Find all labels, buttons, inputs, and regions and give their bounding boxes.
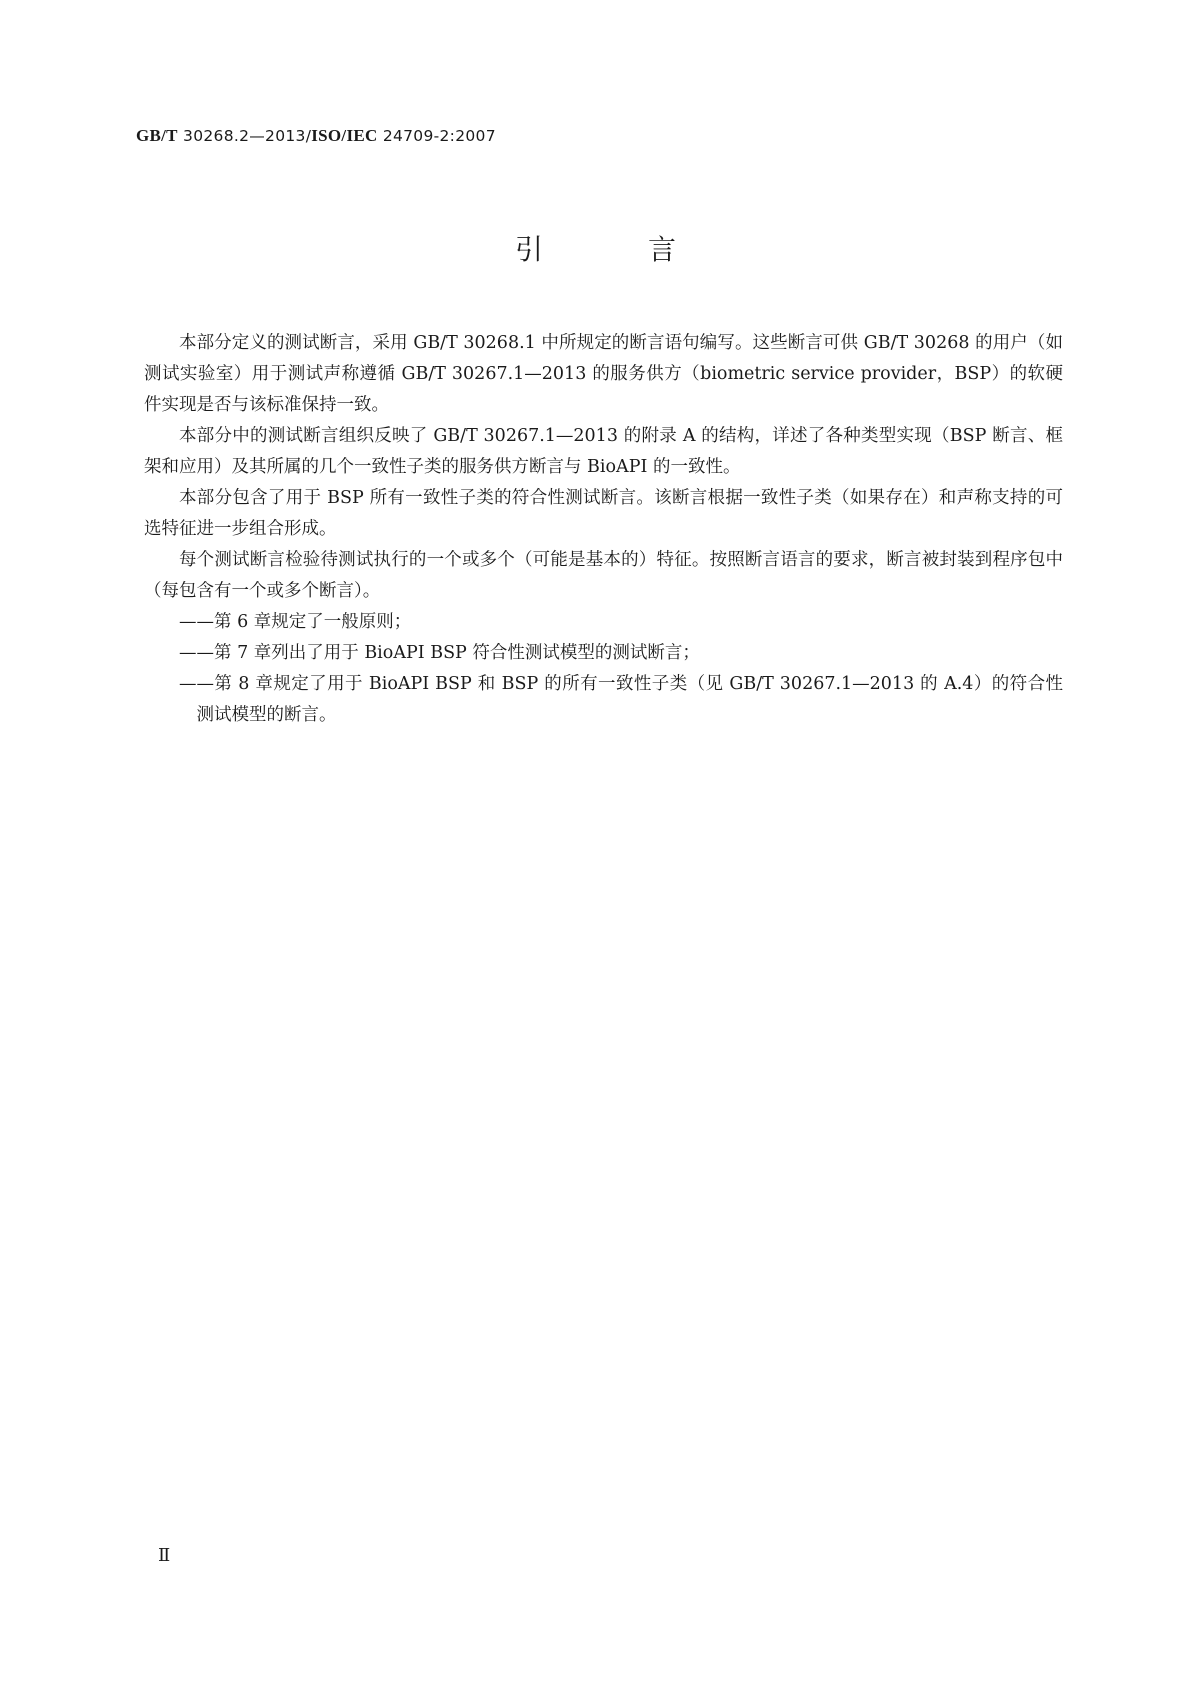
paragraph: 本部分定义的测试断言，采用 GB/T 30268.1 中所规定的断言语句编写。这些断言可供 GB/T 30268 的用户（如测试实验室）用于测试声称遵循 GB/T 30267.1—2013 的服务供方（biometric service provider，BSP）的软硬件实现是否与该标准保持一致。 [144,333,1063,415]
list-item: ——第 8 章规定了用于 BioAPI BSP 和 BSP 的所有一致性子类（见 GB/T 30267.1—2013 的 A.4）的符合性测试模型的断言。 [179,674,1063,725]
iso-prefix: ISO/IEC [311,126,378,145]
paragraph: 每个测试断言检验待测试执行的一个或多个（可能是基本的）特征。按照断言语言的要求，断言被封装到程序包中（每包含有一个或多个断言）。 [144,550,1063,601]
standard-number-header [136,126,496,146]
standard-prefix: GB/T [136,126,178,145]
page-number: Ⅱ [158,1545,171,1565]
paragraph: 本部分中的测试断言组织反映了 GB/T 30267.1—2013 的附录 A 的结构，详述了各种类型实现（BSP 断言、框架和应用）及其所属的几个一致性子类的服务供方断言与 BioAPI 的一致性。 [144,426,1063,477]
section-title: 引 言 [515,233,724,266]
list-item: ——第 7 章列出了用于 BioAPI BSP 符合性测试模型的测试断言； [179,643,700,663]
paragraph: 本部分包含了用于 BSP 所有一致性子类的符合性测试断言。该断言根据一致性子类（如果存在）和声称支持的可选特征进一步组合形成。 [144,488,1063,539]
standard-code: 30268.2—2013/ [177,127,312,145]
iso-code: 24709-2:2007 [377,127,496,145]
introduction-body [144,328,1063,731]
list-item: ——第 6 章规定了一般原则； [179,612,412,632]
